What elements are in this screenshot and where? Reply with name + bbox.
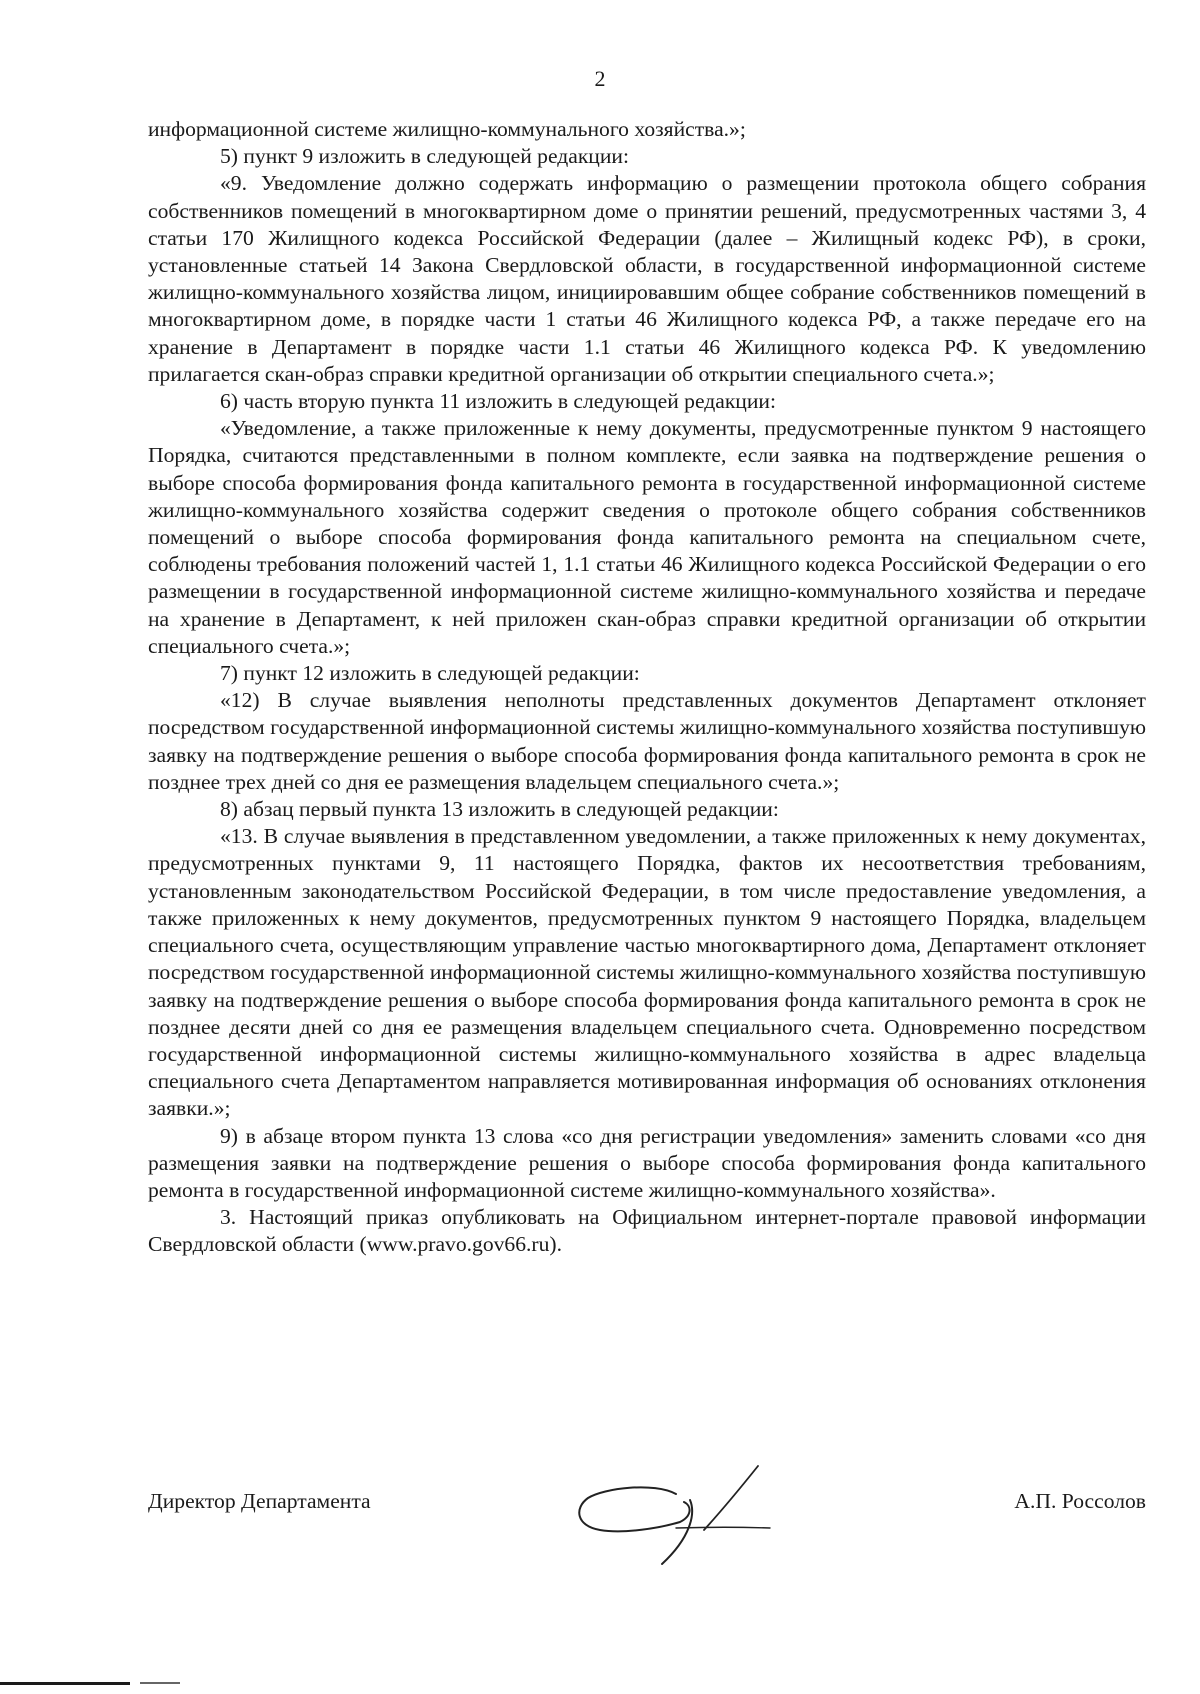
document-body xyxy=(148,116,1146,1259)
paragraph-item-7: 7) пункт 12 изложить в следующей редакции: xyxy=(220,661,640,686)
scan-edge-mark xyxy=(0,1680,190,1688)
paragraph-continuation: информационной системе жилищно-коммунального хозяйства.»; xyxy=(148,117,746,141)
handwritten-signature xyxy=(558,1442,778,1582)
paragraph-quote-9: «9. Уведомление должно содержать информацию о размещении протокола общего собрания собственников помещений в многоквартирном доме о принятии решений, предусмотренных частями 3, 4 статьи 170 Жилищного кодекса Российской Федерации (далее – Жилищный кодекс РФ), в сроки, установленные статьей 14 Закона Свердловской области, в государственной информационной системе жилищно-коммунального хозяйства лицом, инициировавшим общее собрание собственников помещений в многоквартирном доме, в порядке части 1 статьи 46 Жилищного кодекса РФ, а также передаче его на хранение в Департамент в порядке части 1.1 статьи 46 Жилищного кодекса РФ. К уведомлению прилагается скан-образ справки кредитной организации об открытии специального счета.»; xyxy=(148,171,1146,386)
page-number: 2 xyxy=(594,66,606,91)
paragraph-item-6: 6) часть вторую пункта 11 изложить в следующей редакции: xyxy=(220,389,776,414)
signatory-name: А.П. Россолов xyxy=(1014,1489,1146,1513)
paragraph-item-5: 5) пункт 9 изложить в следующей редакции: xyxy=(220,144,629,169)
paragraph-quote-11: «Уведомление, а также приложенные к нему документы, предусмотренные пунктом 9 настоящего Порядка, считаются представленными в полном комплекте, если заявка на подтверждение решения о выборе способа формирования фонда капитального ремонта в государственной информационной системе жилищно-коммунального хозяйства содержит сведения о протоколе общего собрания собственников помещений о выборе способа формирования фонда капитального ремонта на специальном счете, соблюдены требования положений частей 1, 1.1 статьи 46 Жилищного кодекса Российской Федерации о его размещении в государственной информационной системе жилищно-коммунального хозяйства и передаче на хранение в Департамент, к ней приложен скан-образ справки кредитной организации об открытии специального счета.»; xyxy=(148,416,1146,658)
paragraph-item-8: 8) абзац первый пункта 13 изложить в следующей редакции: xyxy=(220,797,779,822)
paragraph-quote-12: «12) В случае выявления неполноты представленных документов Департамент отклоняет посредством государственной информационной системы жилищно-коммунального хозяйства поступившую заявку на подтверждение решения о выборе способа формирования фонда капитального ремонта в срок не позднее трех дней со дня ее размещения владельцем специального счета.»; xyxy=(148,688,1146,794)
signature-block xyxy=(148,1470,1146,1620)
signatory-title: Директор Департамента xyxy=(148,1489,371,1513)
paragraph-item-3: 3. Настоящий приказ опубликовать на Официальном интернет-портале правовой информации Свердловской области (www.pravo.gov66.ru). xyxy=(148,1205,1146,1257)
paragraph-quote-13: «13. В случае выявления в представленном уведомлении, а также приложенных к нему документах, предусмотренных пунктами 9, 11 настоящего Порядка, фактов их несоответствия требованиям, установленным законодательством Российской Федерации, в том числе предоставление уведомления, а также приложенных к нему документов, предусмотренных пунктом 9 настоящего Порядка, владельцем специального счета, осуществляющим управление частью многоквартирного дома, Департамент отклоняет посредством государственной информационной системы жилищно-коммунального хозяйства поступившую заявку на подтверждение решения о выборе способа формирования фонда капитального ремонта в срок не позднее десяти дней со дня ее размещения владельцем специального счета. Одновременно посредством государственной информационной системы жилищно-коммунального хозяйства в адрес владельца специального счета Департаментом направляется мотивированная информация об основаниях отклонения заявки.»; xyxy=(148,824,1146,1121)
paragraph-item-9: 9) в абзаце втором пункта 13 слова «со дня регистрации уведомления» заменить словами «со дня размещения заявки на подтверждение решения о выборе способа формирования фонда капитального ремонта в государственной информационной системе жилищно-коммунального хозяйства». xyxy=(148,1123,1146,1202)
